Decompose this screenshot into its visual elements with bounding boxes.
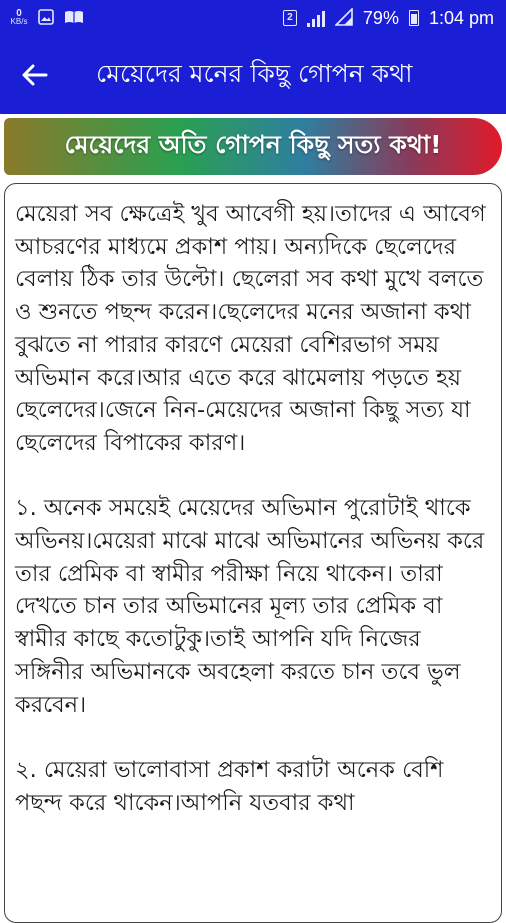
article-paragraph: মেয়েরা সব ক্ষেত্রেই খুব আবেগী হয়।তাদের এ আবেগ আচরণের মাধ্যমে প্রকাশ পায়। অন্যদিকে ছেলেদের বেলায় ঠিক তার উল্টো। ছেলেরা সব কথা মুখে বলতে ও শুনতে পছন্দ করেন।ছেলেদের মনের অজানা কথা বুঝতে না পারার কারণে মেয়েরা বেশিরভাগ সময় অভিমান করে।আর এতে করে ঝামেলায় পড়তে হয় ছেলেদের।জেনে নিন-মেয়েদের অজানা কিছু সত্য যা ছেলেদের বিপাকের কারণ। <box>15 201 486 456</box>
article-paragraph: ২. মেয়েরা ভালোবাসা প্রকাশ করাটা অনেক বেশি পছন্দ করে থাকেন।আপনি যতবার কথা <box>15 756 444 816</box>
battery-percentage: 79% <box>362 7 399 28</box>
network-speed-value: 0 <box>16 8 22 19</box>
network-speed-indicator <box>10 10 28 26</box>
status-right <box>283 8 494 29</box>
network-speed-unit: KB/s <box>10 17 28 26</box>
header-banner: মেয়েদের অতি গোপন কিছু সত্য কথা! <box>4 118 502 175</box>
status-bar <box>0 0 506 36</box>
article-paragraph: ১. অনেক সময়েই মেয়েদের অভিমান পুরোটাই থাকে অভিনয়।মেয়েরা মাঝে মাঝে অভিমানের অভিনয় করে তার প্রেমিক বা স্বামীর পরীক্ষা নিয়ে থাকেন। তারা দেখতে চান তার অভিমানের মূল্য তার প্রেমিক বা স্বামীর কাছে কতোটুকু।তাই আপনি যদি নিজের সঙ্গিনীর অভিমানকে অবহেলা করতে চান তবে ভুল করবেন। <box>15 495 485 718</box>
back-button[interactable] <box>0 36 70 114</box>
page-title: মেয়েদের মনের কিছু গোপন কথা <box>96 58 413 88</box>
status-left <box>10 9 84 28</box>
app-bar <box>0 36 506 114</box>
back-arrow-icon <box>22 64 48 86</box>
clock: 1:04 pm <box>428 7 494 28</box>
battery-icon <box>409 10 419 26</box>
wifi-signal-icon <box>335 8 353 29</box>
book-notification-icon <box>64 9 84 28</box>
image-notification-icon <box>38 9 54 28</box>
article-content[interactable] <box>4 183 502 923</box>
sim-icon: 2 <box>283 10 297 26</box>
signal-strength-icon <box>307 9 325 27</box>
